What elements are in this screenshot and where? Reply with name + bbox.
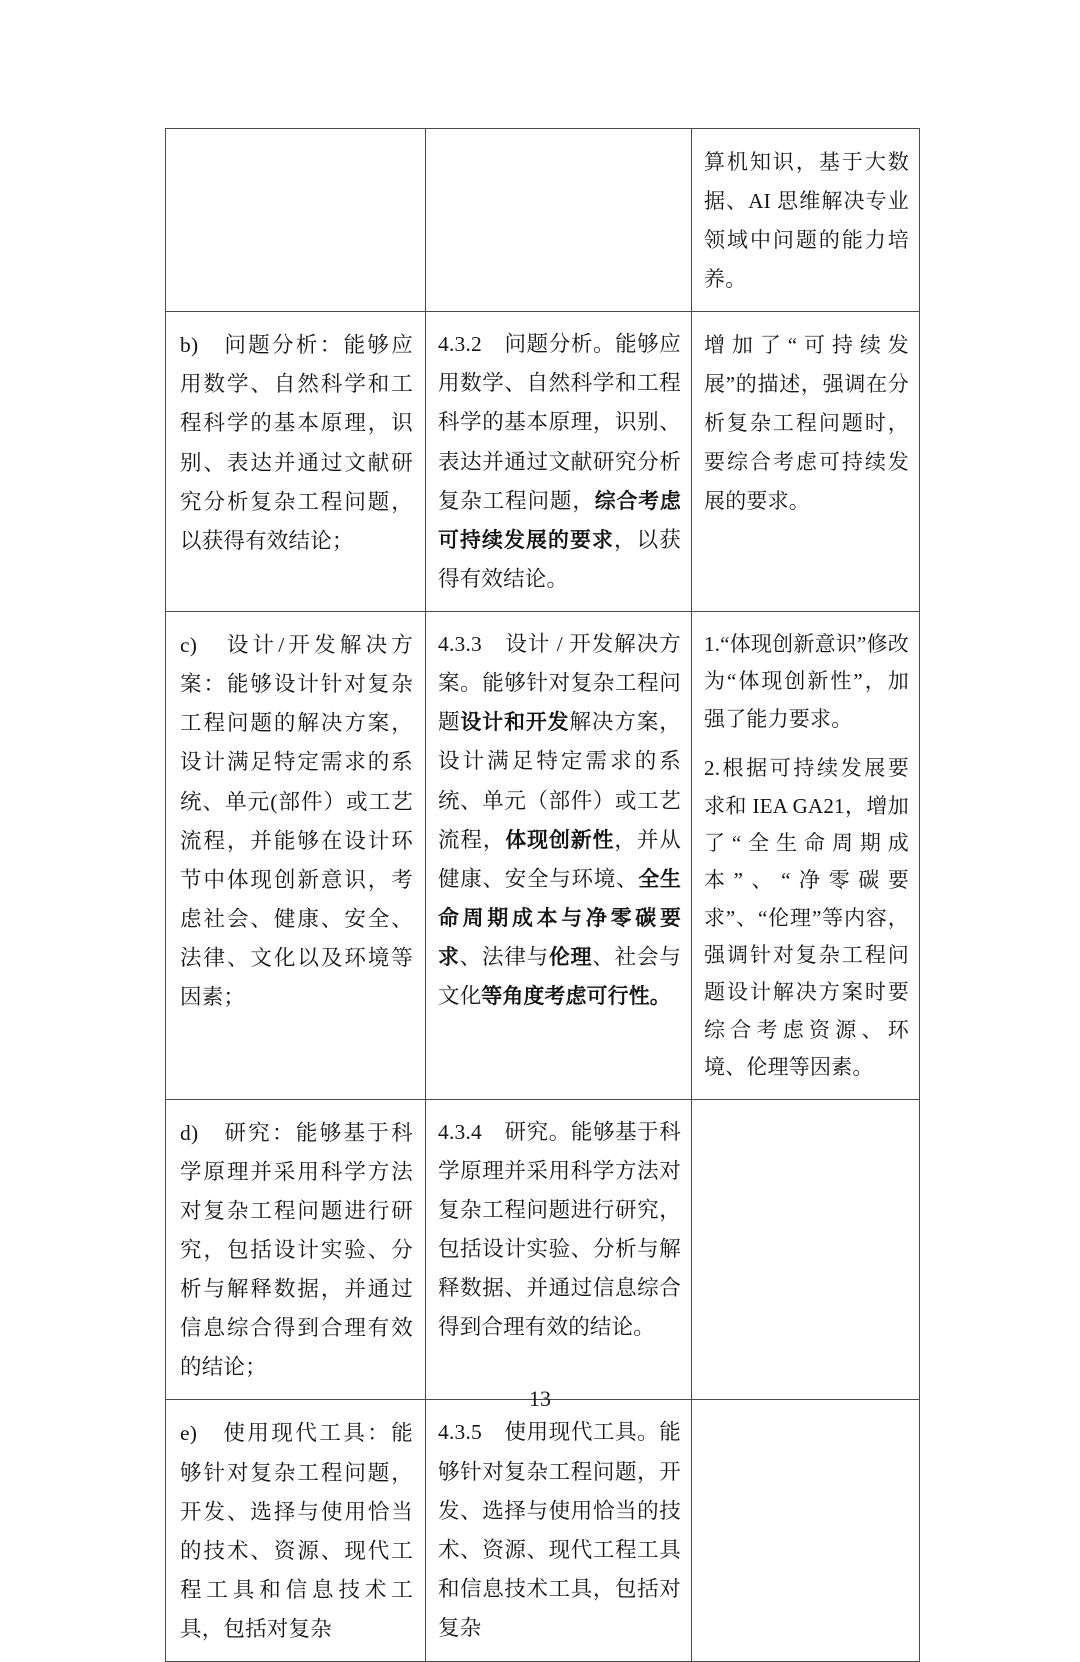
cell-text: 增加了“可持续发展”的描述，强调在分析复杂工程问题时，要综合考虑可持续发展的要求。 xyxy=(704,333,909,514)
body-text: 、法律与 xyxy=(459,945,549,970)
table-cell-standard xyxy=(426,312,692,612)
cell-text xyxy=(426,129,691,155)
cell-text xyxy=(166,129,425,155)
body-text: 4.3.3 xyxy=(438,632,482,657)
table-cell-standard xyxy=(426,1400,692,1662)
body-text: 4.3.2 xyxy=(438,332,482,357)
cell-text: 算机知识，基于大数据、AI 思维解决专业领域中问题的能力培养。 xyxy=(704,150,909,292)
cell-rich-text xyxy=(426,612,691,1028)
emphasis-text: 综合考虑可持续发展的要求 xyxy=(438,488,681,552)
body-text: 解决方案，设计满足特定需求的系统、单元（部件）或工艺流程， xyxy=(438,710,681,852)
table-cell-criterion xyxy=(166,612,426,1100)
table-cell-criterion xyxy=(166,1099,426,1400)
table-cell-criterion xyxy=(166,312,426,612)
body-text: 设计 / 开发解决方案。能够针对复杂工程问题 xyxy=(438,632,681,735)
table-row xyxy=(166,1400,920,1662)
table-cell-explanation xyxy=(692,1099,920,1400)
cell-text xyxy=(692,1100,919,1126)
page-number: 13 xyxy=(529,1386,551,1411)
table-cell-explanation xyxy=(692,129,920,312)
body-text: 问题分析。能够应用数学、自然科学和工程科学的基本原理，识别、表达并通过文献研究分析复杂工程问题， xyxy=(438,332,681,513)
cell-text-item-1: 1.“体现创新意识”修改为“体现创新性”，加强了能力要求。 xyxy=(704,632,909,731)
emphasis-text: 伦理 xyxy=(548,945,593,970)
body-text: 研究。能够基于科学原理并采用科学方法对复杂工程问题进行研究，包括设计实验、分析与解释数据、并通过信息综合得到合理有效的结论。 xyxy=(438,1119,681,1340)
body-text: 4.3.5 xyxy=(438,1420,482,1445)
cell-text: e) 使用现代工具：能够针对复杂工程问题，开发、选择与使用恰当的技术、资源、现代工程工具和信息技术工具，包括对复杂 xyxy=(180,1421,413,1642)
emphasis-text: 全生命周期成本与净零碳要求 xyxy=(438,866,681,970)
table-row xyxy=(166,1099,920,1400)
emphasis-text: 等角度考虑可行性。 xyxy=(481,984,671,1009)
cell-text: c) 设计/开发解决方案：能够设计针对复杂工程问题的解决方案，设计满足特定需求的系统、单元(部件）或工艺流程，并能够在设计环节中体现创新意识，考虑社会、健康、安全、法律、文化以及环境等因素； xyxy=(180,633,413,1010)
table-cell-standard xyxy=(426,612,692,1100)
body-text: ，并从健康、安全与环境、 xyxy=(438,827,681,891)
cell-text: b) 问题分析：能够应用数学、自然科学和工程科学的基本原理，识别、表达并通过文献研究分析复杂工程问题，以获得有效结论； xyxy=(180,333,413,553)
body-text: 4.3.4 xyxy=(438,1119,482,1144)
cell-rich-text xyxy=(426,312,691,611)
table-cell-standard xyxy=(426,129,692,312)
table-row xyxy=(166,612,920,1100)
table-cell-criterion xyxy=(166,1400,426,1662)
cell-text: d) 研究：能够基于科学原理并采用科学方法对复杂工程问题进行研究，包括设计实验、分析与解释数据，并通过信息综合得到合理有效的结论； xyxy=(180,1120,413,1380)
comparison-table xyxy=(165,128,920,1662)
table-row xyxy=(166,312,920,612)
cell-rich-text xyxy=(426,1400,691,1660)
body-text: 使用现代工具。能够针对复杂工程问题，开发、选择与使用恰当的技术、资源、现代工程工具和信息技术工具，包括对复杂 xyxy=(438,1420,681,1641)
cell-rich-text xyxy=(426,1100,691,1360)
table-row xyxy=(166,129,920,312)
table-cell-criterion xyxy=(166,129,426,312)
table-cell-standard xyxy=(426,1099,692,1400)
table-cell-explanation xyxy=(692,612,920,1100)
table-cell-explanation xyxy=(692,1400,920,1662)
body-text: ，以获得有效结论。 xyxy=(438,527,681,591)
body-text: 、社会与文化 xyxy=(438,945,681,1009)
table-cell-explanation xyxy=(692,312,920,612)
emphasis-text: 设计和开发 xyxy=(460,710,570,735)
emphasis-text: 体现创新性 xyxy=(505,827,615,852)
cell-text-item-2: 2.根据可持续发展要求和 IEA GA21，增加了“全生命周期成本”、“净零碳要求”、“伦理”等内容，强调针对复杂工程问题设计解决方案时要综合考虑资源、环境、伦理等因素。 xyxy=(704,756,909,1080)
